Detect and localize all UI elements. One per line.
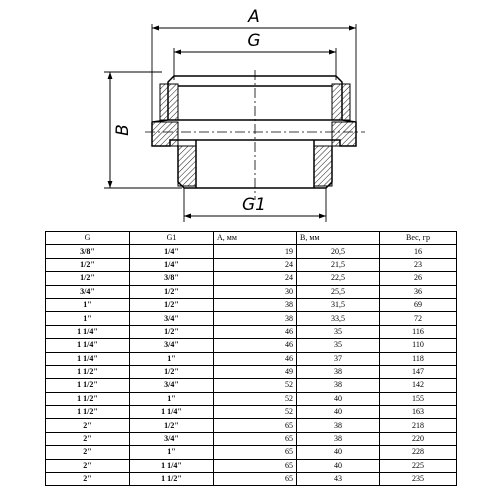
cell-weight: 72 (380, 312, 457, 325)
cell-b: 40 (297, 459, 380, 472)
cell-weight: 110 (380, 339, 457, 352)
cell-b: 40 (297, 406, 380, 419)
cell-a: 49 (214, 365, 297, 378)
cell-a: 52 (214, 392, 297, 405)
cell-g1: 1" (130, 392, 214, 405)
cell-a: 38 (214, 312, 297, 325)
cell-weight: 218 (380, 419, 457, 432)
cell-g1: 1/2" (130, 298, 214, 311)
cell-a: 46 (214, 325, 297, 338)
dimension-g1-label: G1 (242, 195, 266, 215)
cell-weight: 163 (380, 406, 457, 419)
cell-g1: 3/4" (130, 312, 214, 325)
cell-b: 40 (297, 392, 380, 405)
table-header-row (46, 232, 457, 245)
cell-b: 33,5 (297, 312, 380, 325)
cell-weight: 118 (380, 352, 457, 365)
cell-a: 52 (214, 379, 297, 392)
table-row (46, 285, 457, 298)
cell-g1: 1" (130, 446, 214, 459)
table-row (46, 406, 457, 419)
cell-b: 37 (297, 352, 380, 365)
cell-g1: 1 1/4" (130, 406, 214, 419)
cell-g1: 3/4" (130, 432, 214, 445)
cell-weight: 23 (380, 258, 457, 271)
cell-g1: 1/4" (130, 245, 214, 258)
cell-g: 3/8" (46, 245, 130, 258)
cell-g: 2" (46, 419, 130, 432)
cell-g: 1 1/2" (46, 392, 130, 405)
cell-a: 65 (214, 419, 297, 432)
cell-a: 52 (214, 406, 297, 419)
cell-g1: 1" (130, 352, 214, 365)
cell-a: 24 (214, 272, 297, 285)
cell-g1: 1/2" (130, 365, 214, 378)
cell-weight: 16 (380, 245, 457, 258)
table-row (46, 432, 457, 445)
cell-b: 40 (297, 446, 380, 459)
cell-g1: 1 1/2" (130, 473, 214, 486)
cell-a: 38 (214, 298, 297, 311)
dimension-b-label: B (113, 124, 133, 136)
col-header-a: A, мм (214, 232, 297, 245)
cell-b: 38 (297, 365, 380, 378)
cell-b: 38 (297, 379, 380, 392)
table-row (46, 272, 457, 285)
table-row (46, 258, 457, 271)
cell-b: 43 (297, 473, 380, 486)
cell-g1: 1/2" (130, 419, 214, 432)
table-row (46, 245, 457, 258)
table-row (46, 473, 457, 486)
cell-g1: 1 1/4" (130, 459, 214, 472)
cell-b: 22,5 (297, 272, 380, 285)
cell-b: 25,5 (297, 285, 380, 298)
cell-g: 1" (46, 312, 130, 325)
cell-g: 1 1/2" (46, 379, 130, 392)
cell-weight: 147 (380, 365, 457, 378)
cell-g1: 3/4" (130, 379, 214, 392)
table-row (46, 446, 457, 459)
col-header-weight: Вес, гр (380, 232, 457, 245)
cell-g1: 1/2" (130, 325, 214, 338)
cell-g: 1 1/2" (46, 406, 130, 419)
cell-g: 1 1/4" (46, 339, 130, 352)
col-header-b: B, мм (297, 232, 380, 245)
table-row (46, 419, 457, 432)
cell-g: 2" (46, 432, 130, 445)
cell-weight: 228 (380, 446, 457, 459)
table-row (46, 352, 457, 365)
cell-g: 3/4" (46, 285, 130, 298)
cell-a: 19 (214, 245, 297, 258)
cell-weight: 69 (380, 298, 457, 311)
col-header-g: G (46, 232, 130, 245)
cell-a: 24 (214, 258, 297, 271)
cell-g: 1 1/2" (46, 365, 130, 378)
spec-table (45, 231, 457, 486)
dimension-g-label: G (247, 31, 261, 51)
table-row (46, 365, 457, 378)
cell-g: 2" (46, 446, 130, 459)
cell-weight: 155 (380, 392, 457, 405)
cell-b: 31,5 (297, 298, 380, 311)
cell-b: 20,5 (297, 245, 380, 258)
extension-lines (104, 24, 356, 222)
cell-a: 30 (214, 285, 297, 298)
table-row (46, 312, 457, 325)
cell-weight: 220 (380, 432, 457, 445)
cell-b: 21,5 (297, 258, 380, 271)
cell-g1: 3/4" (130, 339, 214, 352)
cell-g: 1" (46, 298, 130, 311)
table-row (46, 379, 457, 392)
cell-a: 65 (214, 459, 297, 472)
cell-weight: 235 (380, 473, 457, 486)
cell-b: 38 (297, 419, 380, 432)
cell-a: 65 (214, 432, 297, 445)
cell-weight: 116 (380, 325, 457, 338)
cell-a: 46 (214, 339, 297, 352)
cell-g: 1 1/4" (46, 325, 130, 338)
table-row (46, 298, 457, 311)
table-row (46, 339, 457, 352)
table-row (46, 392, 457, 405)
fitting-drawing (0, 0, 501, 228)
cell-g: 1 1/4" (46, 352, 130, 365)
cell-weight: 36 (380, 285, 457, 298)
cell-weight: 225 (380, 459, 457, 472)
cell-b: 38 (297, 432, 380, 445)
cell-a: 65 (214, 473, 297, 486)
cell-g: 2" (46, 459, 130, 472)
cell-g1: 1/4" (130, 258, 214, 271)
dimension-a-label: A (248, 7, 260, 27)
cell-weight: 142 (380, 379, 457, 392)
cell-g1: 3/8" (130, 272, 214, 285)
cell-g: 1/2" (46, 258, 130, 271)
table-body (46, 245, 457, 486)
cell-a: 65 (214, 446, 297, 459)
cell-b: 35 (297, 339, 380, 352)
cell-weight: 26 (380, 272, 457, 285)
section-hatching (152, 84, 356, 186)
cell-g1: 1/2" (130, 285, 214, 298)
table-row (46, 325, 457, 338)
cell-g: 2" (46, 473, 130, 486)
cell-b: 35 (297, 325, 380, 338)
col-header-g1: G1 (130, 232, 214, 245)
cell-g: 1/2" (46, 272, 130, 285)
table-row (46, 459, 457, 472)
cell-a: 46 (214, 352, 297, 365)
